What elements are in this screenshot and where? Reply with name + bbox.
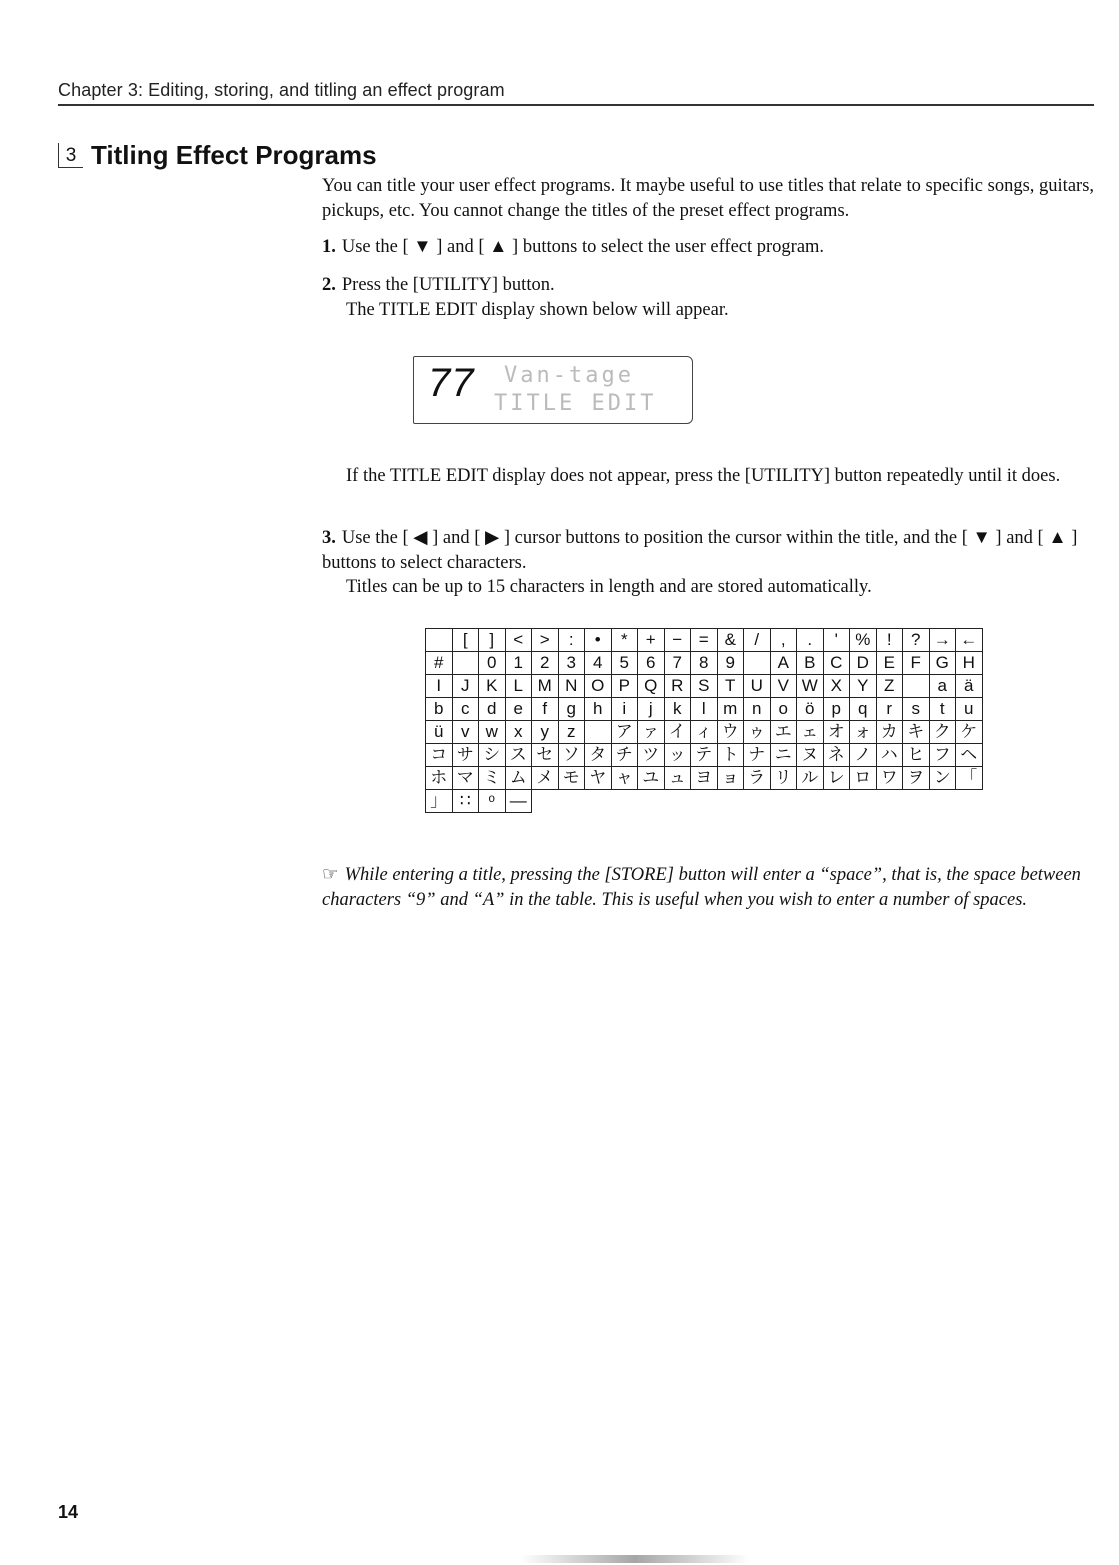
step-1: [322, 235, 1096, 260]
char-table-cell: [: [452, 629, 479, 652]
char-table-cell: ,: [770, 629, 797, 652]
character-table: [425, 628, 983, 813]
char-table-cell: ル: [797, 767, 824, 790]
char-table-cell: h: [585, 698, 612, 721]
char-table-cell: !: [876, 629, 903, 652]
char-table-cell: 5: [611, 652, 638, 675]
char-table-cell: +: [638, 629, 665, 652]
char-table-cell: コ: [426, 744, 453, 767]
char-table-cell: >: [532, 629, 559, 652]
char-table-cell: イ: [664, 721, 691, 744]
display-hint-paragraph: If the TITLE EDIT display does not appear, press the [UTILITY] button repeatedly until it does.: [346, 466, 1061, 486]
char-table-cell: A: [770, 652, 797, 675]
char-table-cell: [426, 629, 453, 652]
char-table-cell: チ: [611, 744, 638, 767]
char-table-cell: •: [585, 629, 612, 652]
step-1-text: Use the [ ▼ ] and [ ▲ ] buttons to select the user effect program.: [341, 237, 825, 257]
char-table-cell: ラ: [744, 767, 771, 790]
intro-paragraph: You can title your user effect programs. It maybe useful to use titles that relate to specific songs, guitars, pickups, etc. You cannot change the titles of the preset effect programs.: [322, 176, 1095, 221]
char-table-cell: r: [876, 698, 903, 721]
lcd-program-number: 77: [428, 361, 475, 405]
char-table-cell: P: [611, 675, 638, 698]
char-table-cell: ヒ: [903, 744, 930, 767]
char-table-cell: D: [850, 652, 877, 675]
char-table-cell: C: [823, 652, 850, 675]
char-table-cell: [585, 721, 612, 744]
char-table-cell: M: [532, 675, 559, 698]
char-table-cell: w: [479, 721, 506, 744]
pointing-hand-icon: ☞: [322, 865, 339, 885]
char-table-cell: [903, 675, 930, 698]
char-table-cell: b: [426, 698, 453, 721]
store-note: [322, 863, 1096, 913]
char-table-cell: y: [532, 721, 559, 744]
char-table-cell: ロ: [850, 767, 877, 790]
char-table-cell: レ: [823, 767, 850, 790]
char-table-cell: *: [611, 629, 638, 652]
char-table-cell: Q: [638, 675, 665, 698]
char-table-cell: j: [638, 698, 665, 721]
lcd-program-title: Van-tage: [504, 363, 634, 388]
char-table-cell: o: [770, 698, 797, 721]
char-table-cell: ヘ: [956, 744, 983, 767]
char-table-cell: ネ: [823, 744, 850, 767]
char-table-row: [426, 629, 983, 652]
char-table-cell: %: [850, 629, 877, 652]
char-table-cell: ワ: [876, 767, 903, 790]
step-2: [322, 273, 1096, 298]
char-table-cell: V: [770, 675, 797, 698]
char-table-cell: l: [691, 698, 718, 721]
char-table-cell: J: [452, 675, 479, 698]
page-number: 14: [58, 1502, 79, 1522]
char-table-cell: ゥ: [744, 721, 771, 744]
title-edit-display: [413, 356, 693, 424]
char-table-cell: I: [426, 675, 453, 698]
char-table-cell: B: [797, 652, 824, 675]
char-table-cell: ュ: [664, 767, 691, 790]
char-table-cell: <: [505, 629, 532, 652]
note-text: While entering a title, pressing the [STORE] button will enter a “space”, that is, the space between characters “9” and “A” in the table. This is useful when you wish to enter a number of spaces.: [322, 865, 1081, 910]
char-table-row: [426, 698, 983, 721]
char-table-cell: ン: [929, 767, 956, 790]
char-table-cell: ミ: [479, 767, 506, 790]
step-3-text: Use the [ ◀ ] and [ ▶ ] cursor buttons to position the cursor within the title, and the [ ▼ ] and [ ▲ ] buttons to select characters.: [322, 528, 1078, 573]
char-table-cell: F: [903, 652, 930, 675]
char-table-cell: セ: [532, 744, 559, 767]
char-table-cell: :: [558, 629, 585, 652]
char-table-cell: ü: [426, 721, 453, 744]
char-table-cell: リ: [770, 767, 797, 790]
char-table-cell: ?: [903, 629, 930, 652]
char-table-cell: ハ: [876, 744, 903, 767]
char-table-cell: 6: [638, 652, 665, 675]
char-table-cell: i: [611, 698, 638, 721]
char-table-cell: 7: [664, 652, 691, 675]
char-table-cell: ャ: [611, 767, 638, 790]
char-table-cell: —: [505, 790, 532, 813]
char-table-cell: N: [558, 675, 585, 698]
char-table-cell: 「: [956, 767, 983, 790]
char-table-cell: ョ: [717, 767, 744, 790]
char-table-cell: ィ: [691, 721, 718, 744]
char-table-cell: H: [956, 652, 983, 675]
char-table-row: [426, 767, 983, 790]
step-2-number: 2.: [322, 275, 336, 295]
char-table-cell: [744, 652, 771, 675]
char-table-cell: =: [691, 629, 718, 652]
char-table-cell: d: [479, 698, 506, 721]
char-table-cell: W: [797, 675, 824, 698]
char-table-cell: ク: [929, 721, 956, 744]
char-table-row: [426, 675, 983, 698]
char-table-cell: タ: [585, 744, 612, 767]
char-table-cell: ö: [797, 698, 824, 721]
char-table-cell: m: [717, 698, 744, 721]
section-title: [58, 140, 377, 171]
char-table-cell: a: [929, 675, 956, 698]
char-table-cell: S: [691, 675, 718, 698]
char-table-cell: モ: [558, 767, 585, 790]
step-3-subtext: Titles can be up to 15 characters in length and are stored automatically.: [346, 577, 872, 597]
char-table-cell: 4: [585, 652, 612, 675]
char-table-cell: n: [744, 698, 771, 721]
char-table-cell: ]: [479, 629, 506, 652]
char-table-cell: 8: [691, 652, 718, 675]
char-table-cell: 」: [426, 790, 453, 813]
char-table-cell: ヤ: [585, 767, 612, 790]
char-table-cell: テ: [691, 744, 718, 767]
char-table-cell: x: [505, 721, 532, 744]
char-table-cell: G: [929, 652, 956, 675]
char-table-cell: #: [426, 652, 453, 675]
char-table-cell: e: [505, 698, 532, 721]
lcd-mode-label: TITLE EDIT: [494, 391, 657, 416]
char-table-cell: u: [956, 698, 983, 721]
char-table-cell: 2: [532, 652, 559, 675]
char-table-cell: カ: [876, 721, 903, 744]
char-table-cell: p: [823, 698, 850, 721]
step-2-text: Press the [UTILITY] button.: [341, 275, 555, 295]
char-table-cell: v: [452, 721, 479, 744]
char-table-cell: &: [717, 629, 744, 652]
char-table-cell: ナ: [744, 744, 771, 767]
char-table-cell: ヲ: [903, 767, 930, 790]
char-table-cell: Z: [876, 675, 903, 698]
char-table-cell: Y: [850, 675, 877, 698]
char-table-cell: ェ: [797, 721, 824, 744]
header-rule: [58, 104, 1094, 106]
char-table-cell: ト: [717, 744, 744, 767]
char-table-cell: X: [823, 675, 850, 698]
char-table-cell: オ: [823, 721, 850, 744]
char-table-cell: マ: [452, 767, 479, 790]
char-table-cell: E: [876, 652, 903, 675]
char-table-cell: ア: [611, 721, 638, 744]
char-table-cell: ァ: [638, 721, 665, 744]
char-table-cell: .: [797, 629, 824, 652]
char-table-cell: シ: [479, 744, 506, 767]
char-table-cell: ウ: [717, 721, 744, 744]
char-table-cell: k: [664, 698, 691, 721]
char-table-cell: →: [929, 629, 956, 652]
char-table-cell: t: [929, 698, 956, 721]
char-table-row: [426, 721, 983, 744]
char-table-cell: c: [452, 698, 479, 721]
char-table-cell: ケ: [956, 721, 983, 744]
char-table-cell: 1: [505, 652, 532, 675]
char-table-cell: 9: [717, 652, 744, 675]
char-table-row: [426, 744, 983, 767]
char-table-cell: フ: [929, 744, 956, 767]
char-table-cell: ∷: [452, 790, 479, 813]
char-table-cell: g: [558, 698, 585, 721]
char-table-cell: f: [532, 698, 559, 721]
char-table-cell: メ: [532, 767, 559, 790]
chapter-header: Chapter 3: Editing, storing, and titling an effect program: [58, 80, 505, 100]
char-table-cell: −: [664, 629, 691, 652]
section-title-text: Titling Effect Programs: [91, 140, 377, 170]
char-table-cell: 3: [558, 652, 585, 675]
char-table-row: [426, 652, 983, 675]
step-2-subtext: The TITLE EDIT display shown below will appear.: [346, 300, 729, 320]
char-table-cell: K: [479, 675, 506, 698]
char-table-cell: q: [850, 698, 877, 721]
char-table-cell: [452, 652, 479, 675]
char-table-cell: ニ: [770, 744, 797, 767]
char-table-cell: /: [744, 629, 771, 652]
step-3: [322, 526, 1096, 576]
char-table-cell: ←: [956, 629, 983, 652]
char-table-cell: z: [558, 721, 585, 744]
step-3-number: 3.: [322, 528, 336, 548]
char-table-cell: T: [717, 675, 744, 698]
char-table-cell: ä: [956, 675, 983, 698]
scan-artifact: [520, 1555, 750, 1563]
char-table-cell: エ: [770, 721, 797, 744]
char-table-cell: O: [585, 675, 612, 698]
section-number: 3: [58, 143, 83, 168]
step-1-number: 1.: [322, 237, 336, 257]
char-table-cell: L: [505, 675, 532, 698]
char-table-cell: サ: [452, 744, 479, 767]
char-table-cell: ッ: [664, 744, 691, 767]
char-table-cell: ヌ: [797, 744, 824, 767]
char-table-cell: U: [744, 675, 771, 698]
char-table-cell: ᵒ: [479, 790, 506, 813]
char-table-cell: ス: [505, 744, 532, 767]
char-table-cell: ォ: [850, 721, 877, 744]
char-table-cell: ソ: [558, 744, 585, 767]
char-table-cell: ム: [505, 767, 532, 790]
char-table-cell: s: [903, 698, 930, 721]
char-table-cell: キ: [903, 721, 930, 744]
char-table-cell: ホ: [426, 767, 453, 790]
char-table-cell: ノ: [850, 744, 877, 767]
char-table-cell: 0: [479, 652, 506, 675]
char-table-cell: ': [823, 629, 850, 652]
char-table-row: [426, 790, 983, 813]
char-table-cell: R: [664, 675, 691, 698]
char-table-cell: ツ: [638, 744, 665, 767]
char-table-cell: ヨ: [691, 767, 718, 790]
char-table-cell: ユ: [638, 767, 665, 790]
